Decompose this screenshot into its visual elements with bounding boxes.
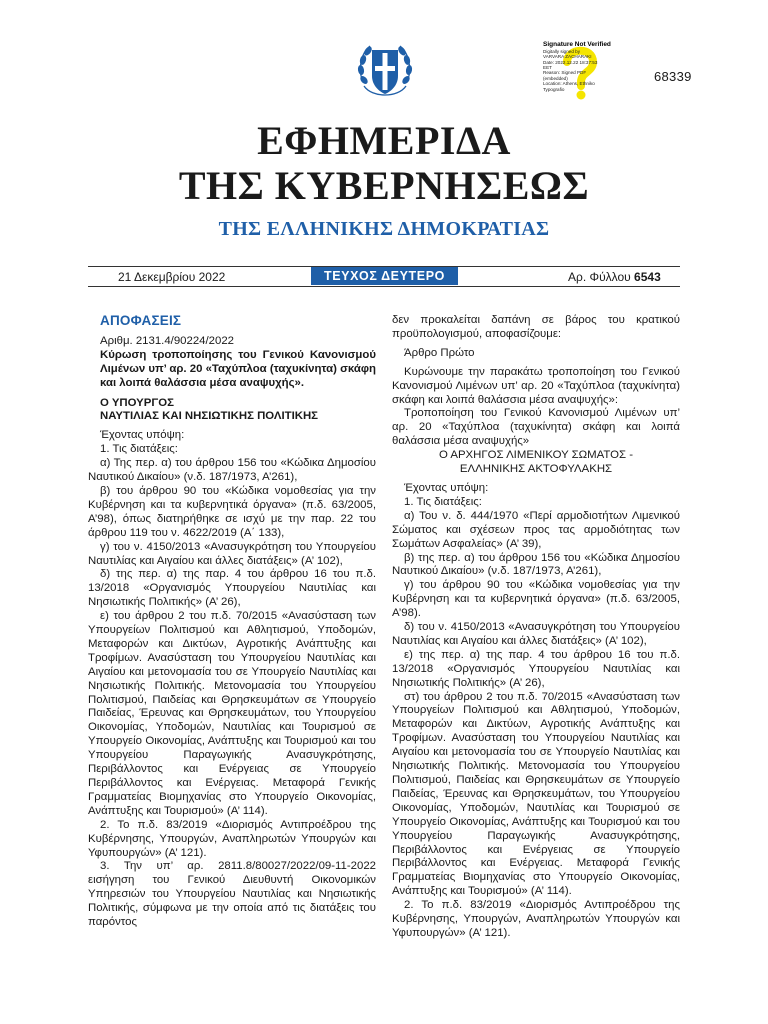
header-rule-bottom — [88, 286, 680, 287]
paragraph: α) Του ν. δ. 444/1970 «Περί αρμοδιοτήτων Λιμενικού Σώματος και σχέσεων προς τας αρμοδιότητας των Σωμάτων Ασφαλείας» (Α’ 39), — [392, 509, 680, 550]
paragraph: β) του άρθρου 90 του «Κώδικα νομοθεσίας για την Κυβέρνηση και τα κυβερνητικά όργανα» (π.δ. 63/2005, Α’98), όπως διατηρήθηκε σε ισχύ με την παρ. 22 του άρθρου 119 του ν. 4622/2019 (Α΄ 133), — [88, 484, 376, 539]
issue-date: 21 Δεκεμβρίου 2022 — [118, 270, 226, 284]
sheet-value: 6543 — [634, 270, 661, 284]
paragraph: δ) της περ. α) της παρ. 4 του άρθρου 16 του π.δ. 13/2018 «Οργανισμός Υπουργείου Ναυτιλίας και Νησιωτικής Πολιτικής» (Α’ 26), — [88, 568, 376, 609]
paragraph: β) της περ. α) του άρθρου 156 του «Κώδικα Δημοσίου Ναυτικού Δικαίου» (ν.δ. 187/1973, Α’261), — [392, 551, 680, 578]
paragraph: Έχοντας υπόψη: — [404, 481, 489, 494]
article-heading: Άρθρο Πρώτο — [404, 346, 475, 359]
paragraph: γ) του άρθρου 90 του «Κώδικα νομοθεσίας για την Κυβέρνηση και τα κυβερνητικά όργανα» (π.δ. 63/2005, Α’98). — [392, 579, 680, 620]
greek-coat-of-arms-icon — [356, 40, 414, 106]
paragraph: α) Της περ. α) του άρθρου 156 του «Κώδικα Δημοσίου Ναυτικού Δικαίου» (ν.δ. 187/1973, Α’261), — [88, 457, 376, 484]
right-column — [392, 314, 680, 941]
signature-line: (embedded) — [543, 75, 568, 81]
sheet-number — [568, 270, 661, 284]
minister-line: Ο ΥΠΟΥΡΓΟΣ — [100, 396, 174, 409]
paragraph: 3. Την υπ’ αρ. 2811.8/80027/2022/09-11-2022 εισήγηση του Γενικού Διευθυντή Οικονομικών Υπηρεσιών του Υπουργείου Ναυτιλίας και Νησιωτικής Πολιτικής, σύμφωνα με την οποία από τις διατάξεις του παρόντος — [88, 860, 376, 929]
signature-line: VARVARA ZACHARAKI — [543, 54, 592, 60]
gazette-title-line2: ΤΗΣ ΚΥΒΕΡΝΗΣΕΩΣ — [178, 163, 590, 208]
page-code: 68339 — [654, 69, 692, 84]
decision-number: Αριθμ. 2131.4/90224/2022 — [100, 334, 235, 347]
authority-line: Ο ΑΡΧΗΓΟΣ ΛΙΜΕΝΙΚΟΥ ΣΩΜΑΤΟΣ - — [438, 449, 634, 462]
section-heading: ΑΠΟΦΑΣΕΙΣ — [100, 313, 182, 328]
issue-series-badge: ΤΕΥΧΟΣ ΔΕΥΤΕΡΟ — [311, 267, 458, 285]
paragraph: ε) του άρθρου 2 του π.δ. 70/2015 «Ανασύσταση των Υπουργείων Πολιτισμού και Αθλητισμού, Υποδομών, Μεταφορών και Δικτύων, Αγροτικής Ανάπτυξης και Τροφίμων. Ανασύσταση του Υπουργείου Ναυτιλίας και Αιγαίου και μετονομασία του σε Υπουργείο Ναυτιλίας και Νησιωτικής Πολιτικής. Μετονομασία του Υπουργείου Πολιτισμού, Παιδείας και Θρησκευμάτων σε Υπουργείο Παιδείας, Έρευνας και Θρησκευμάτων, του Υπουργείου Οικονομίας, Υποδομών, Ναυτιλίας και Τουρισμού σε Υπουργείο Οικονομίας, Ανάπτυξης και Τουρισμού και του Υπουργείου Παραγωγικής Ανασυγκρότησης, Περιβάλλοντος και Ενέργειας σε Υπουργείο Περιβάλλοντος και Ενέργειας. Μεταφορά Γενικής Γραμματείας Βιομηχανίας στο Υπουργείο Οικονομίας, Ανάπτυξης και Τουρισμού» (Α’ 114). — [88, 610, 376, 817]
paragraph: Τροποποίηση του Γενικού Κανονισμού Λιμένων υπ’ αρ. 20 «Ταχύπλοα (ταχυκίνητα) σκάφη και λοιπά θαλάσσια μέσα αναψυχής» — [392, 407, 680, 448]
signature-line: EET — [543, 65, 552, 71]
digital-signature-block — [543, 42, 633, 102]
decision-title: Κύρωση τροποποίησης του Γενικού Κανονισμού Λιμένων υπ’ αρ. 20 «Ταχύπλοα (ταχυκίνητα) σκάφη και λοιπά θαλάσσια μέσα αναψυχής». — [100, 348, 377, 389]
paragraph: Κυρώνουμε την παρακάτω τροποποίηση του Γενικού Κανονισμού Λιμένων υπ’ αρ. 20 «Ταχύπλοα (ταχυκίνητα) σκάφη και λοιπά θαλάσσια μέσα αναψυχής»: — [392, 365, 680, 406]
sheet-label: Αρ. Φύλλου — [568, 270, 631, 284]
paragraph: ε) της περ. α) της παρ. 4 του άρθρου 16 του π.δ. 13/2018 «Οργανισμός Υπουργείου Ναυτιλίας και Νησιωτικής Πολιτικής» (Α’ 26), — [392, 648, 680, 689]
paragraph: γ) του ν. 4150/2013 «Ανασυγκρότηση του Υπουργείου Ναυτιλίας και Αιγαίου και άλλες διατάξεις» (Α’ 102), — [88, 540, 376, 567]
paragraph: στ) του άρθρου 2 του π.δ. 70/2015 «Ανασύσταση των Υπουργείων Πολιτισμού και Αθλητισμού, Υποδομών, Μεταφορών και Δικτύων, Αγροτικής Ανάπτυξης και Τροφίμων. Ανασύσταση του Υπουργείου Ναυτιλίας και Αιγαίου και μετονομασία του σε Υπουργείο Ναυτιλίας και Νησιωτικής Πολιτικής. Μετονομασία του Υπουργείου Πολιτισμού, Παιδείας και Θρησκευμάτων σε Υπουργείο Παιδείας, Έρευνας και Θρησκευμάτων, του Υπουργείου Οικονομίας, Υποδομών, Ναυτιλίας και Τουρισμού σε Υπουργείο Οικονομίας, Ανάπτυξης και Τουρισμού και του Υπουργείου Παραγωγικής Ανασυγκρότησης, Περιβάλλοντος και Ενέργειας σε Υπουργείο Περιβάλλοντος και Ενέργειας. Μεταφορά Γενικής Γραμματείας Βιομηχανίας στο Υπουργείο Οικονομίας, Ανάπτυξης και Τουρισμού» (Α’ 114). — [392, 690, 680, 898]
gazette-title-line1: ΕΦΗΜΕΡΙΔΑ — [257, 118, 511, 163]
gazette-subtitle: ΤΗΣ ΕΛΛΗΝΙΚΗΣ ΔΗΜΟΚΡΑΤΙΑΣ — [218, 218, 550, 240]
signature-line: Date: 2022.12.22 18:37:53 — [543, 59, 598, 65]
paragraph: 2. Το π.δ. 83/2019 «Διορισμός Αντιπροέδρου της Κυβέρνησης, Υπουργών, Αναπληρωτών Υπουργών και Υφυπουργών» (Α’ 121). — [392, 899, 680, 939]
authority-line: ΕΛΛΗΝΙΚΗΣ ΑΚΤΟΦΥΛΑΚΗΣ — [459, 463, 613, 476]
signature-line: Digitally signed by — [543, 48, 581, 54]
signature-line: Location: Athens, Ethniko — [543, 81, 595, 87]
paragraph: 2. Το π.δ. 83/2019 «Διορισμός Αντιπροέδρου της Κυβέρνησης, Υπουργών, Αναπληρωτών Υπουργών και Υφυπουργών» (Α’ 121). — [88, 818, 376, 859]
paragraph: δεν προκαλείται δαπάνη σε βάρος του κρατικού προϋπολογισμού, αποφασίζουμε: — [392, 314, 680, 340]
minister-line: ΝΑΥΤΙΛΙΑΣ ΚΑΙ ΝΗΣΙΩΤΙΚΗΣ ΠΟΛΙΤΙΚΗΣ — [100, 410, 319, 423]
paragraph: 1. Τις διατάξεις: — [100, 443, 178, 456]
paragraph: Έχοντας υπόψη: — [100, 429, 185, 442]
paragraph: δ) του ν. 4150/2013 «Ανασυγκρότηση του Υπουργείου Ναυτιλίας και Αιγαίου και άλλες διατάξεις» (Α’ 102), — [392, 621, 680, 647]
signature-status: Signature Not Verified — [543, 41, 611, 48]
paragraph: 1. Τις διατάξεις: — [404, 495, 482, 508]
left-column — [88, 314, 376, 930]
signature-line: Typografio — [543, 86, 565, 92]
signature-line: Reason: Signed PDF — [543, 70, 587, 76]
